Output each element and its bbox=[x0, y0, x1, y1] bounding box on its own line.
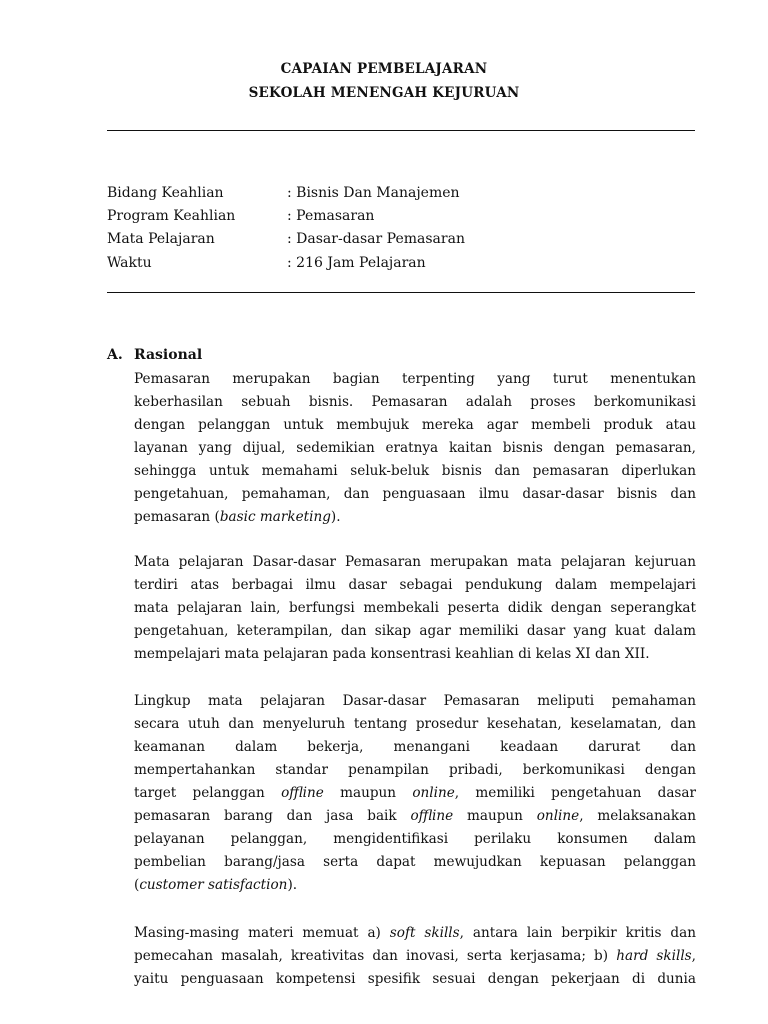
italic-term: customer satisfaction bbox=[139, 877, 288, 893]
line-text: pemecahan masalah, kreativitas dan inovasi, serta kerjasama; b) bbox=[134, 948, 617, 964]
line-text: , memiliki pengetahuan dasar bbox=[454, 785, 696, 801]
meta-row-mata-pelajaran bbox=[107, 231, 465, 247]
line-text: mempelajari mata pelajaran pada konsentrasi keahlian di kelas XI dan XII. bbox=[134, 646, 650, 662]
document-title-line-1: CAPAIAN PEMBELAJARAN bbox=[280, 61, 488, 77]
italic-term: offline bbox=[410, 808, 454, 824]
paragraph-line bbox=[134, 945, 696, 968]
paragraph-line bbox=[134, 851, 696, 874]
paragraph-line bbox=[134, 551, 696, 574]
section-letter: A. bbox=[107, 347, 123, 363]
paragraph-line bbox=[134, 574, 696, 597]
paragraph-line bbox=[134, 690, 696, 713]
line-text: , antara lain berpikir kritis dan bbox=[459, 925, 696, 941]
line-text: mempertahankan standar penampilan pribadi, berkomunikasi dengan bbox=[134, 762, 696, 778]
line-text: secara utuh dan menyeluruh tentang prosedur kesehatan, keselamatan, dan bbox=[134, 716, 696, 732]
divider-top bbox=[107, 130, 695, 131]
paragraph bbox=[134, 368, 696, 529]
meta-key: Bidang Keahlian bbox=[107, 185, 224, 201]
italic-term: soft skills bbox=[389, 925, 460, 941]
paragraph bbox=[134, 922, 696, 991]
paragraph-line bbox=[134, 782, 696, 805]
meta-value: : 216 Jam Pelajaran bbox=[287, 255, 426, 271]
meta-key: Mata Pelajaran bbox=[107, 231, 215, 247]
line-text: ). bbox=[287, 877, 298, 893]
line-text: ). bbox=[330, 509, 341, 525]
paragraph-line bbox=[134, 643, 696, 666]
line-text: Pemasaran merupakan bagian terpenting yang turut menentukan bbox=[134, 371, 696, 387]
line-text: Lingkup mata pelajaran Dasar-dasar Pemasaran meliputi pemahaman bbox=[134, 693, 696, 709]
line-text: yaitu penguasaan kompetensi spesifik sesuai dengan pekerjaan di dunia bbox=[134, 971, 696, 987]
meta-value: : Bisnis Dan Manajemen bbox=[287, 185, 460, 201]
paragraph-line bbox=[134, 759, 696, 782]
meta-value: : Dasar-dasar Pemasaran bbox=[287, 231, 465, 247]
line-text: target pelanggan bbox=[134, 785, 282, 801]
line-text: pembelian barang/jasa serta dapat mewujudkan kepuasan pelanggan bbox=[134, 854, 696, 870]
paragraph-line bbox=[134, 968, 696, 991]
paragraph-line bbox=[134, 597, 696, 620]
line-text: maupun bbox=[453, 808, 537, 824]
section-heading bbox=[107, 347, 202, 363]
paragraph-line bbox=[134, 620, 696, 643]
meta-key: Waktu bbox=[107, 255, 152, 271]
italic-term: offline bbox=[281, 785, 324, 801]
paragraph bbox=[134, 690, 696, 897]
line-text: Masing-masing materi memuat a) bbox=[134, 925, 390, 941]
line-text: maupun bbox=[323, 785, 413, 801]
paragraph-line bbox=[134, 713, 696, 736]
meta-row-bidang bbox=[107, 185, 460, 201]
line-text: keberhasilan sebuah bisnis. Pemasaran adalah proses berkomunikasi bbox=[134, 394, 696, 410]
line-text: pemasaran ( bbox=[134, 509, 220, 525]
paragraph-line bbox=[134, 368, 696, 391]
paragraph bbox=[134, 551, 696, 666]
italic-term: online bbox=[412, 785, 455, 801]
paragraph-line bbox=[134, 483, 696, 506]
line-text: , bbox=[691, 948, 696, 964]
line-text: ( bbox=[134, 877, 140, 893]
document-title-line-2: SEKOLAH MENENGAH KEJURUAN bbox=[248, 85, 520, 101]
line-text: sehingga untuk memahami seluk-beluk bisnis dan pemasaran diperlukan bbox=[134, 463, 696, 479]
italic-term: online bbox=[536, 808, 580, 824]
line-text: pelayanan pelanggan, mengidentifikasi perilaku konsumen dalam bbox=[134, 831, 696, 847]
line-text: , melaksanakan bbox=[579, 808, 696, 824]
line-text: Mata pelajaran Dasar-dasar Pemasaran merupakan mata pelajaran kejuruan bbox=[134, 554, 696, 570]
paragraph-line bbox=[134, 828, 696, 851]
line-text: pengetahuan, pemahaman, dan penguasaan ilmu dasar-dasar bisnis dan bbox=[134, 486, 696, 502]
divider-bottom bbox=[107, 292, 695, 293]
paragraph-line bbox=[134, 391, 696, 414]
italic-term: basic marketing bbox=[219, 509, 331, 525]
line-text: layanan yang dijual, sedemikian eratnya kaitan bisnis dengan pemasaran, bbox=[134, 440, 696, 456]
section-title: Rasional bbox=[134, 347, 203, 363]
paragraph-line bbox=[134, 437, 696, 460]
paragraph-line bbox=[134, 736, 696, 759]
meta-value: : Pemasaran bbox=[287, 208, 375, 224]
line-text: terdiri atas berbagai ilmu dasar sebagai pendukung dalam mempelajari bbox=[134, 577, 696, 593]
paragraph-line bbox=[134, 460, 696, 483]
line-text: pemasaran barang dan jasa baik bbox=[134, 808, 411, 824]
meta-key: Program Keahlian bbox=[107, 208, 236, 224]
line-text: mata pelajaran lain, berfungsi membekali peserta didik dengan seperangkat bbox=[134, 600, 696, 616]
paragraph-line bbox=[134, 922, 696, 945]
paragraph-line bbox=[134, 874, 696, 897]
italic-term: hard skills bbox=[616, 948, 692, 964]
line-text: keamanan dalam bekerja, menangani keadaan darurat dan bbox=[134, 739, 696, 755]
line-text: pengetahuan, keterampilan, dan sikap agar memiliki dasar yang kuat dalam bbox=[134, 623, 696, 639]
meta-row-waktu bbox=[107, 255, 426, 271]
paragraph-line bbox=[134, 506, 696, 529]
paragraph-line bbox=[134, 414, 696, 437]
paragraph-line bbox=[134, 805, 696, 828]
line-text: dengan pelanggan untuk membujuk mereka agar membeli produk atau bbox=[134, 417, 696, 433]
meta-row-program bbox=[107, 208, 374, 224]
